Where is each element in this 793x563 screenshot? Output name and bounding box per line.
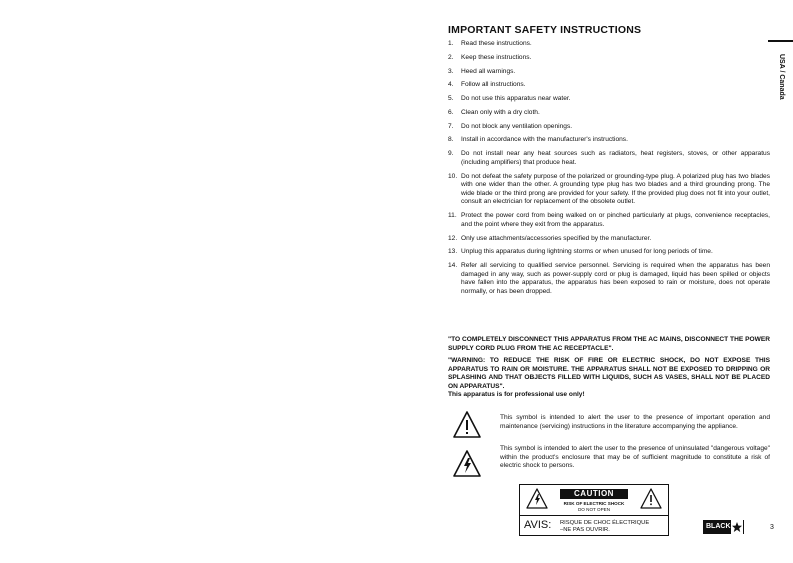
caution-risk-text: RISK OF ELECTRIC SHOCK: [563, 501, 625, 506]
star-icon: [731, 520, 743, 534]
instruction-number: 10.: [448, 172, 458, 180]
instruction-number: 9.: [448, 150, 454, 158]
instruction-item: [448, 123, 770, 132]
page-title: IMPORTANT SAFETY INSTRUCTIONS: [448, 24, 642, 36]
instruction-item: [448, 150, 770, 167]
instruction-text: Unplug this apparatus during lightning storms or when unused for long periods of time.: [461, 248, 713, 256]
instruction-number: 1.: [448, 40, 454, 47]
caution-do-not-open-text: DO NOT OPEN: [577, 507, 611, 512]
instruction-number: 3.: [448, 67, 454, 75]
avis-do-not-open-text: –NE PAS OUVRIR.: [560, 527, 610, 533]
instruction-number: 5.: [448, 95, 454, 103]
instruction-item: [448, 95, 770, 104]
instruction-text: Refer all servicing to qualified service personnel. Servicing is required when the apparatus has been damaged in any way, such as power-supply cord or plug is damaged, liquid has been spilled or objects have fallen into the apparatus, the apparatus has been exposed to rain or moisture, does not operate normally, or has been dropped.: [461, 262, 770, 295]
instruction-text: Clean only with a dry cloth.: [461, 108, 540, 116]
instruction-text: Heed all warnings.: [461, 67, 516, 75]
brand-logo: [703, 520, 744, 534]
exclamation-symbol-description: This symbol is intended to alert the user to the presence of important operation and maintenance (servicing) instructions in the literature accompanying the appliance.: [500, 414, 770, 430]
exclamation-triangle-icon: [452, 410, 482, 440]
professional-use-note: This apparatus is for professional use only!: [448, 391, 585, 399]
instruction-text: Do not use this apparatus near water.: [461, 95, 571, 103]
avis-risk-text: RISQUE DE CHOC ÉLECTRIQUE: [560, 520, 650, 526]
brand-logo-text: BLACK: [706, 523, 731, 530]
instruction-text: Do not block any ventilation openings.: [461, 122, 573, 130]
lightning-triangle-icon: [526, 488, 548, 510]
instruction-item: [448, 136, 770, 145]
instruction-text: Protect the power cord from being walked on or pinched particularly at plugs, convenience receptacles, and the point where they exit from the apparatus.: [461, 212, 770, 228]
instruction-item: [448, 81, 770, 90]
instruction-text: Follow all instructions.: [461, 81, 526, 89]
instruction-number: 2.: [448, 53, 454, 61]
section-tab-bar: [768, 40, 793, 42]
instruction-item: [448, 262, 770, 296]
instruction-text: Do not defeat the safety purpose of the polarized or grounding-type plug. A polarized plug has two blades with one wider than the other. A grounding type plug has two blades and a third grounding prong. The wide blade or the third prong are provided for your safety. If the provided plug does not fit into your outlet, consult an electrician for replacement of the obsolete outlet.: [461, 172, 770, 206]
fire-shock-warning-text: "WARNING: TO REDUCE THE RISK OF FIRE OR ELECTRIC SHOCK, DO NOT EXPOSE THIS APPARATUS TO RAIN OR MOISTURE. THE APPARATUS SHALL NOT BE EXPOSED TO DRIPPING OR SPLASHING AND THAT OBJECTS FILLED WITH LIQUIDS, SUCH AS VASES, SHALL NOT BE PLACED ON APPARATUS".: [448, 357, 770, 390]
instruction-number: 12.: [448, 234, 458, 242]
region-tab: [770, 54, 790, 134]
instruction-item: [448, 235, 770, 244]
avis-heading: AVIS:: [524, 519, 552, 531]
instruction-item: [448, 54, 770, 63]
instruction-text: Install in accordance with the manufacturer's instructions.: [461, 136, 628, 144]
instruction-number: 11.: [448, 212, 457, 220]
lightning-triangle-icon: [452, 449, 482, 479]
fire-shock-warning: [448, 357, 770, 400]
instruction-number: 13.: [448, 248, 458, 256]
disconnect-warning: "TO COMPLETELY DISCONNECT THIS APPARATUS FROM THE AC MAINS, DISCONNECT THE POWER SUPPLY CORD PLUG FROM THE AC RECEPTACLE".: [448, 336, 770, 352]
instruction-item: [448, 212, 770, 229]
lightning-symbol-description: This symbol is intended to alert the user to the presence of uninsulated "dangerous voltage" within the product's enclosure that may be of sufficient magnitude to constitute a risk of electric shock to persons.: [500, 445, 770, 470]
instructions-list: [448, 40, 770, 302]
instruction-item: [448, 248, 770, 257]
instruction-number: 6.: [448, 108, 454, 116]
instruction-text: Do not install near any heat sources such as radiators, heat registers, stoves, or other apparatus (including amplifiers) that produce heat.: [461, 150, 770, 166]
caution-divider: [520, 515, 668, 516]
region-tab-label: USA / Canada: [778, 54, 785, 100]
caution-label: [519, 484, 669, 536]
page-number: 3: [770, 524, 774, 531]
instruction-item: [448, 68, 770, 77]
instruction-number: 7.: [448, 122, 454, 130]
instruction-item: [448, 173, 770, 207]
instruction-number: 14.: [448, 262, 458, 270]
instruction-text: Keep these instructions.: [461, 53, 532, 61]
exclamation-triangle-icon: [640, 488, 662, 510]
instruction-text: Only use attachments/accessories specified by the manufacturer.: [461, 234, 652, 242]
instruction-item: [448, 40, 770, 49]
instruction-item: [448, 109, 770, 118]
caution-heading: CAUTION: [560, 489, 628, 499]
instruction-text: Read these instructions.: [461, 40, 532, 47]
instruction-number: 4.: [448, 81, 454, 89]
instruction-number: 8.: [448, 136, 454, 144]
